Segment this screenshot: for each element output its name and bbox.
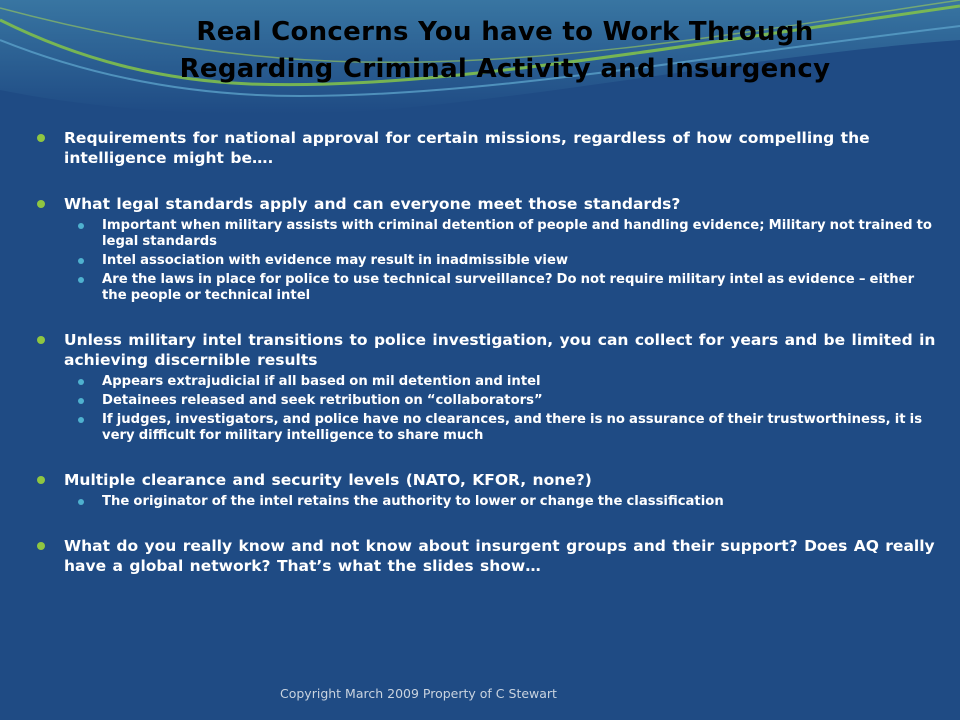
bullet-clearance-levels: Multiple clearance and security levels (NATO, KFOR, none?) <box>36 470 936 490</box>
sub-bullet-retribution: Detainees released and seek retribution on “collaborators” <box>102 393 936 409</box>
sub-bullet-originator: The originator of the intel retains the authority to lower or change the classification <box>102 494 936 510</box>
bullet-legal-standards: What legal standards apply and can everyone meet those standards? <box>36 194 936 214</box>
slide-title <box>0 14 960 88</box>
footer-copyright: Copyright March 2009 Property of C Stewart <box>280 686 557 701</box>
sub-list-legal-standards <box>36 218 936 304</box>
sub-bullet-clearances: If judges, investigators, and police have no clearances, and there is no assurance of their trustworthiness, it is very difficult for military intelligence to share much <box>102 412 936 444</box>
bullet-police-investigation: Unless military intel transitions to police investigation, you can collect for years and be limited in achieving discernible results <box>36 330 936 370</box>
bullet-insurgent-groups: What do you really know and not know about insurgent groups and their support? Does AQ really have a global network? That’s what the slides show… <box>36 536 936 576</box>
slide-content <box>36 128 936 576</box>
slide-title-line1: Real Concerns You have to Work Through <box>196 17 814 47</box>
sub-bullet-military-evidence: Important when military assists with criminal detention of people and handling evidence; Military not trained to legal standards <box>102 218 936 250</box>
sub-bullet-inadmissible: Intel association with evidence may result in inadmissible view <box>102 253 936 269</box>
sub-bullet-surveillance-laws: Are the laws in place for police to use technical surveillance? Do not require military intel as evidence – either the people or technical intel <box>102 272 936 304</box>
sub-list-police-investigation <box>36 374 936 444</box>
bullet-national-approval: Requirements for national approval for certain missions, regardless of how compelling the intelligence might be…. <box>36 128 936 168</box>
sub-list-clearance-levels <box>36 494 936 510</box>
sub-bullet-extrajudicial: Appears extrajudicial if all based on mil detention and intel <box>102 374 936 390</box>
slide-title-line2: Regarding Criminal Activity and Insurgency <box>179 54 831 84</box>
